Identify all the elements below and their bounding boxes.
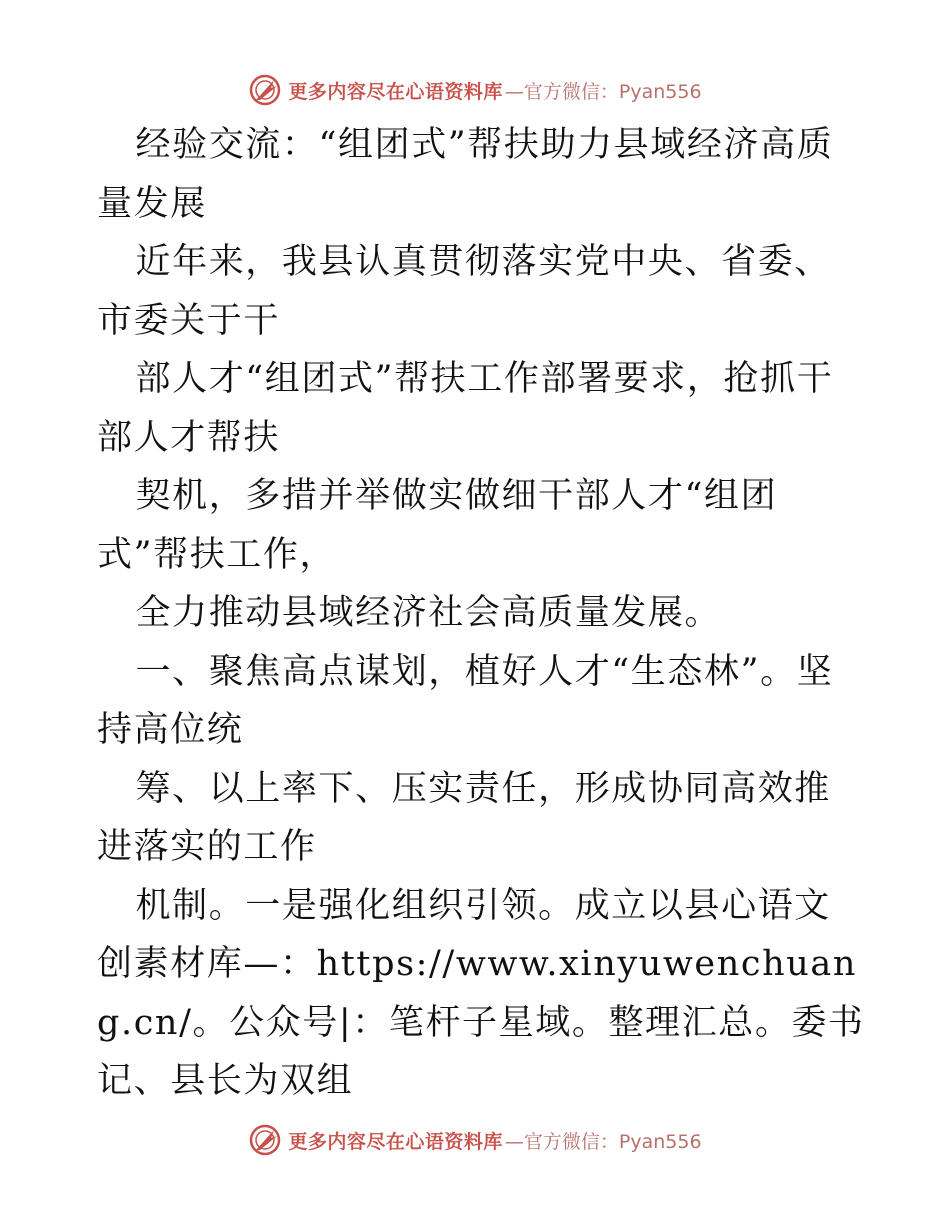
- banner-brand-text: 更多内容尽在心语资料库: [288, 1130, 503, 1153]
- banner-contact-text: —官方微信：Pyan556: [504, 80, 702, 103]
- paragraph: 部人才“组团式”帮扶工作部署要求，抢抓干部人才帮扶: [97, 359, 834, 458]
- quill-logo-icon: [248, 1123, 282, 1157]
- paragraph: 近年来，我县认真贯彻落实党中央、省委、市委关于干: [97, 242, 831, 341]
- quill-logo-icon: [248, 73, 282, 107]
- paragraph: 契机，多措并举做实做细干部人才“组团式”帮扶工作，: [97, 476, 778, 575]
- footer-banner: [0, 1120, 950, 1160]
- banner-brand-text: 更多内容尽在心语资料库: [288, 80, 503, 103]
- header-banner: [0, 70, 950, 110]
- banner-contact-text: —官方微信：Pyan556: [504, 1130, 702, 1153]
- paragraph: 筹、以上率下、压实责任，形成协同高效推进落实的工作: [97, 768, 831, 867]
- document-title: 经验交流：“组团式”帮扶助力县域经济高质量发展: [97, 125, 834, 224]
- document-body: [97, 116, 867, 1111]
- paragraph: 机制。一是强化组织引领。成立以县心语文创素材库—：https://www.xinyuwenchuang.cn/。公众号|：笔杆子星域。整理汇总。委书记、县长为双组: [97, 885, 865, 1101]
- section-heading-paragraph: 一、聚焦高点谋划，植好人才“生态林”。坚持高位统: [97, 651, 834, 750]
- paragraph: 全力推动县域经济社会高质量发展。: [135, 593, 722, 633]
